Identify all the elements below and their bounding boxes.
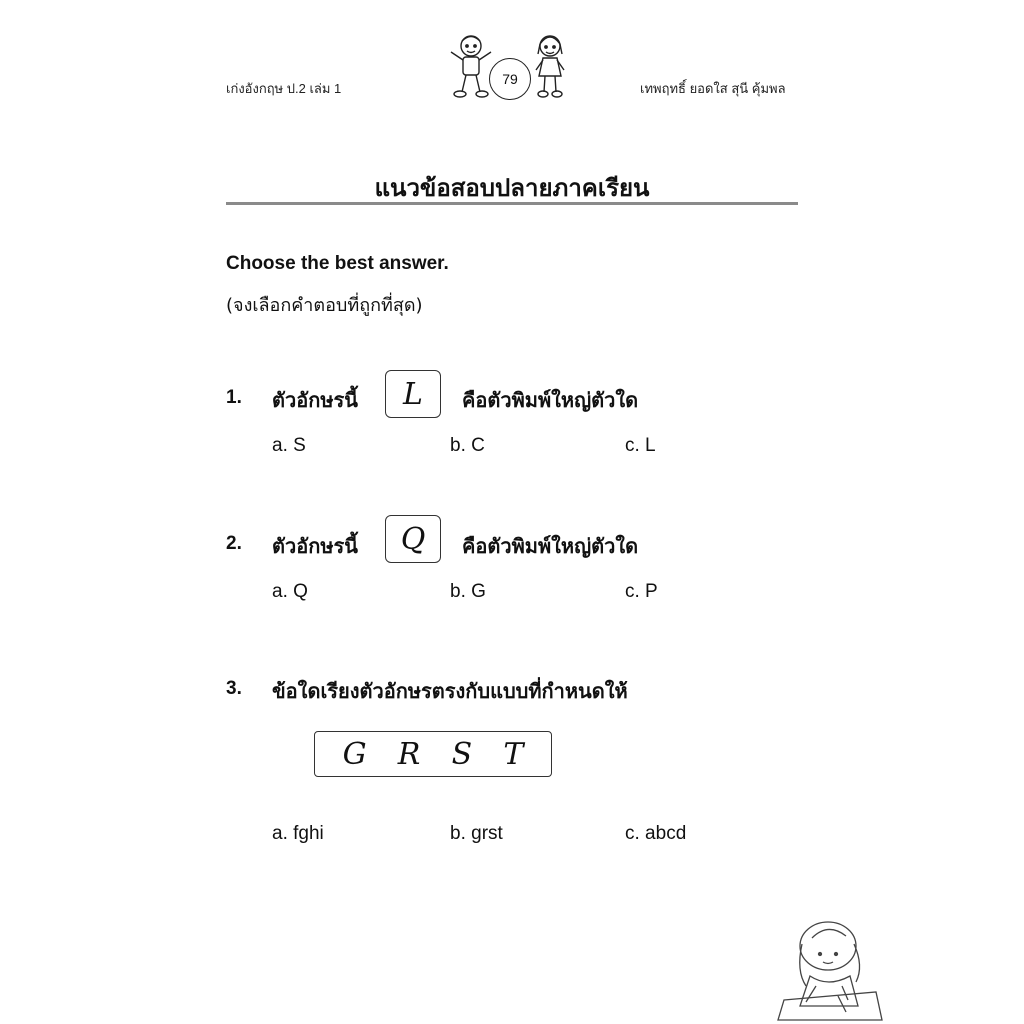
boy-cartoon-icon xyxy=(446,32,496,100)
question-2-number: 2. xyxy=(226,533,242,554)
question-1-suffix: คือตัวพิมพ์ใหญ่ตัวใด xyxy=(462,388,639,412)
page-title: แนวข้อสอบปลายภาคเรียน xyxy=(374,174,650,202)
question-1-option-a[interactable]: a. S xyxy=(272,435,306,456)
sequence-letter-3: S xyxy=(451,736,473,772)
question-3-option-c[interactable]: c. abcd xyxy=(625,823,687,844)
question-2-cursive-letter: Q xyxy=(385,515,441,563)
question-2-suffix: คือตัวพิมพ์ใหญ่ตัวใด xyxy=(462,534,639,558)
sequence-letter-2: R xyxy=(397,736,421,772)
question-3-option-a[interactable]: a. fghi xyxy=(272,823,324,844)
question-2-option-c[interactable]: c. P xyxy=(625,581,658,602)
question-1-option-b[interactable]: b. C xyxy=(450,435,485,456)
question-3-number: 3. xyxy=(226,678,242,699)
question-1-number: 1. xyxy=(226,387,242,408)
girl-drawing-illustration-icon xyxy=(776,916,884,1022)
instruction-english: Choose the best answer. xyxy=(226,253,449,274)
question-1-cursive-letter: L xyxy=(385,370,441,418)
question-2-option-b[interactable]: b. G xyxy=(450,581,486,602)
authors: เทพฤทธิ์ ยอดใส สุนี คุ้มพล xyxy=(640,81,786,96)
title-underline xyxy=(226,202,798,205)
girl-cartoon-icon xyxy=(530,32,570,100)
question-3-option-b[interactable]: b. grst xyxy=(450,823,503,844)
book-title: เก่งอังกฤษ ป.2 เล่ม 1 xyxy=(226,81,342,96)
question-1-prefix: ตัวอักษรนี้ xyxy=(272,388,358,412)
question-3-text: ข้อใดเรียงตัวอักษรตรงกับแบบที่กำหนดให้ xyxy=(272,679,628,703)
question-2-prefix: ตัวอักษรนี้ xyxy=(272,534,358,558)
page-number: 79 xyxy=(489,58,531,100)
question-1-option-c[interactable]: c. L xyxy=(625,435,656,456)
sequence-letter-1: G xyxy=(342,736,367,772)
instruction-thai: (จงเลือกคำตอบที่ถูกที่สุด) xyxy=(226,295,423,316)
question-2-option-a[interactable]: a. Q xyxy=(272,581,308,602)
sequence-letter-4: T xyxy=(503,736,524,772)
question-3-cursive-sequence xyxy=(314,731,552,777)
